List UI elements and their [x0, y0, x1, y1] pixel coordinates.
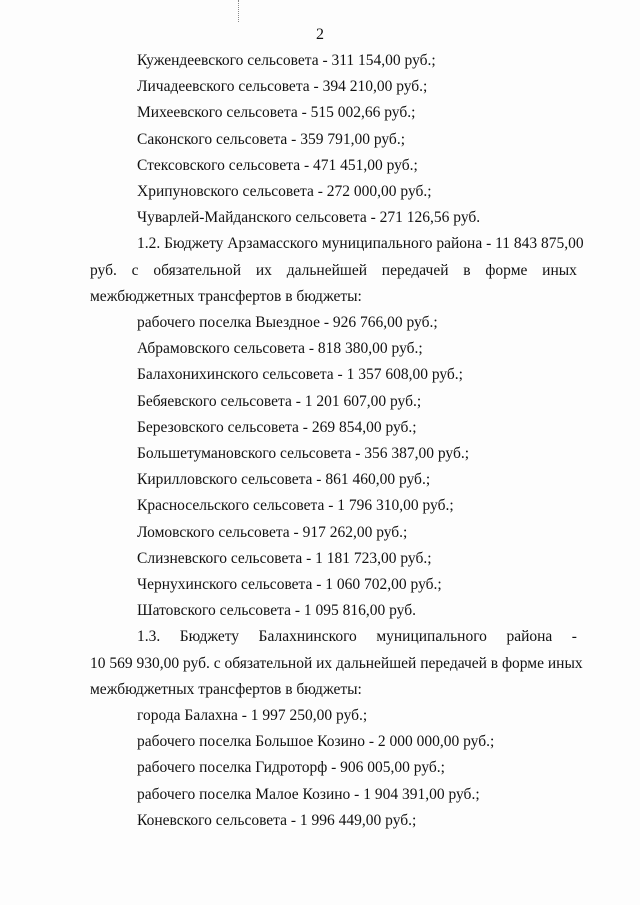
list-item: Хрипуновского сельсовета - 272 000,00 руб.; [137, 183, 432, 200]
list-item: города Балахна - 1 997 250,00 руб.; [137, 707, 368, 724]
word: иных [542, 262, 577, 279]
word: района [506, 628, 553, 645]
list-item: Саконского сельсовета - 359 791,00 руб.; [137, 131, 406, 148]
list-item: рабочего поселка Малое Козино - 1 904 391,00 руб.; [137, 786, 480, 803]
scan-artifact-mark [238, 0, 247, 22]
list-item: Личадеевского сельсовета - 394 210,00 руб.; [137, 78, 428, 95]
page-number: 2 [316, 26, 324, 43]
paragraph-heading-1-3 [137, 628, 577, 646]
paragraph-line: межбюджетных трансфертов в бюджеты: [90, 681, 362, 698]
word: муниципального [376, 628, 487, 645]
list-item: Михеевского сельсовета - 515 002,66 руб.; [137, 104, 416, 121]
word: Балахнинского [258, 628, 357, 645]
word: с [131, 262, 139, 279]
paragraph-line: 10 569 930,00 руб. с обязательной их дальнейшей передачей в форме иных [90, 655, 583, 672]
word: - [571, 628, 577, 645]
word: форме [485, 262, 528, 279]
list-item: Красносельского сельсовета - 1 796 310,00 руб.; [137, 497, 454, 514]
paragraph-line [90, 262, 577, 280]
list-item: Чернухинского сельсовета - 1 060 702,00 руб.; [137, 576, 442, 593]
word: обязательной [153, 262, 242, 279]
word: их [255, 262, 272, 279]
list-item: Коневского сельсовета - 1 996 449,00 руб.; [137, 812, 417, 829]
word: передачей [381, 262, 449, 279]
list-item: Кужендеевского сельсовета - 311 154,00 руб.; [137, 52, 436, 69]
list-item: Абрамовского сельсовета - 818 380,00 руб.; [137, 340, 423, 357]
list-item: Большетумановского сельсовета - 356 387,00 руб.; [137, 445, 470, 462]
list-item: Березовского сельсовета - 269 854,00 руб.; [137, 419, 417, 436]
list-item: Балахонихинского сельсовета - 1 357 608,00 руб.; [137, 366, 463, 383]
word: в [463, 262, 471, 279]
list-item: рабочего поселка Выездное - 926 766,00 руб.; [137, 314, 438, 331]
word: дальнейшей [286, 262, 367, 279]
list-item: рабочего поселка Большое Козино - 2 000 000,00 руб.; [137, 733, 495, 750]
word: руб. [90, 262, 117, 279]
list-item: Стексовского сельсовета - 471 451,00 руб.; [137, 157, 418, 174]
paragraph-line: межбюджетных трансфертов в бюджеты: [90, 288, 362, 305]
paragraph-heading-1-2: 1.2. Бюджету Арзамасского муниципального района - 11 843 875,00 [137, 235, 584, 252]
list-item: Шатовского сельсовета - 1 095 816,00 руб. [137, 602, 416, 619]
list-item: Слизневского сельсовета - 1 181 723,00 руб.; [137, 550, 432, 567]
list-item: Бебяевского сельсовета - 1 201 607,00 руб.; [137, 393, 422, 410]
list-item: Ломовского сельсовета - 917 262,00 руб.; [137, 524, 408, 541]
word: 1.3. [137, 628, 161, 645]
list-item: рабочего поселка Гидроторф - 906 005,00 руб.; [137, 759, 445, 776]
word: Бюджету [179, 628, 240, 645]
list-item: Кирилловского сельсовета - 861 460,00 руб.; [137, 471, 431, 488]
list-item: Чуварлей-Майданского сельсовета - 271 126,56 руб. [137, 209, 481, 226]
